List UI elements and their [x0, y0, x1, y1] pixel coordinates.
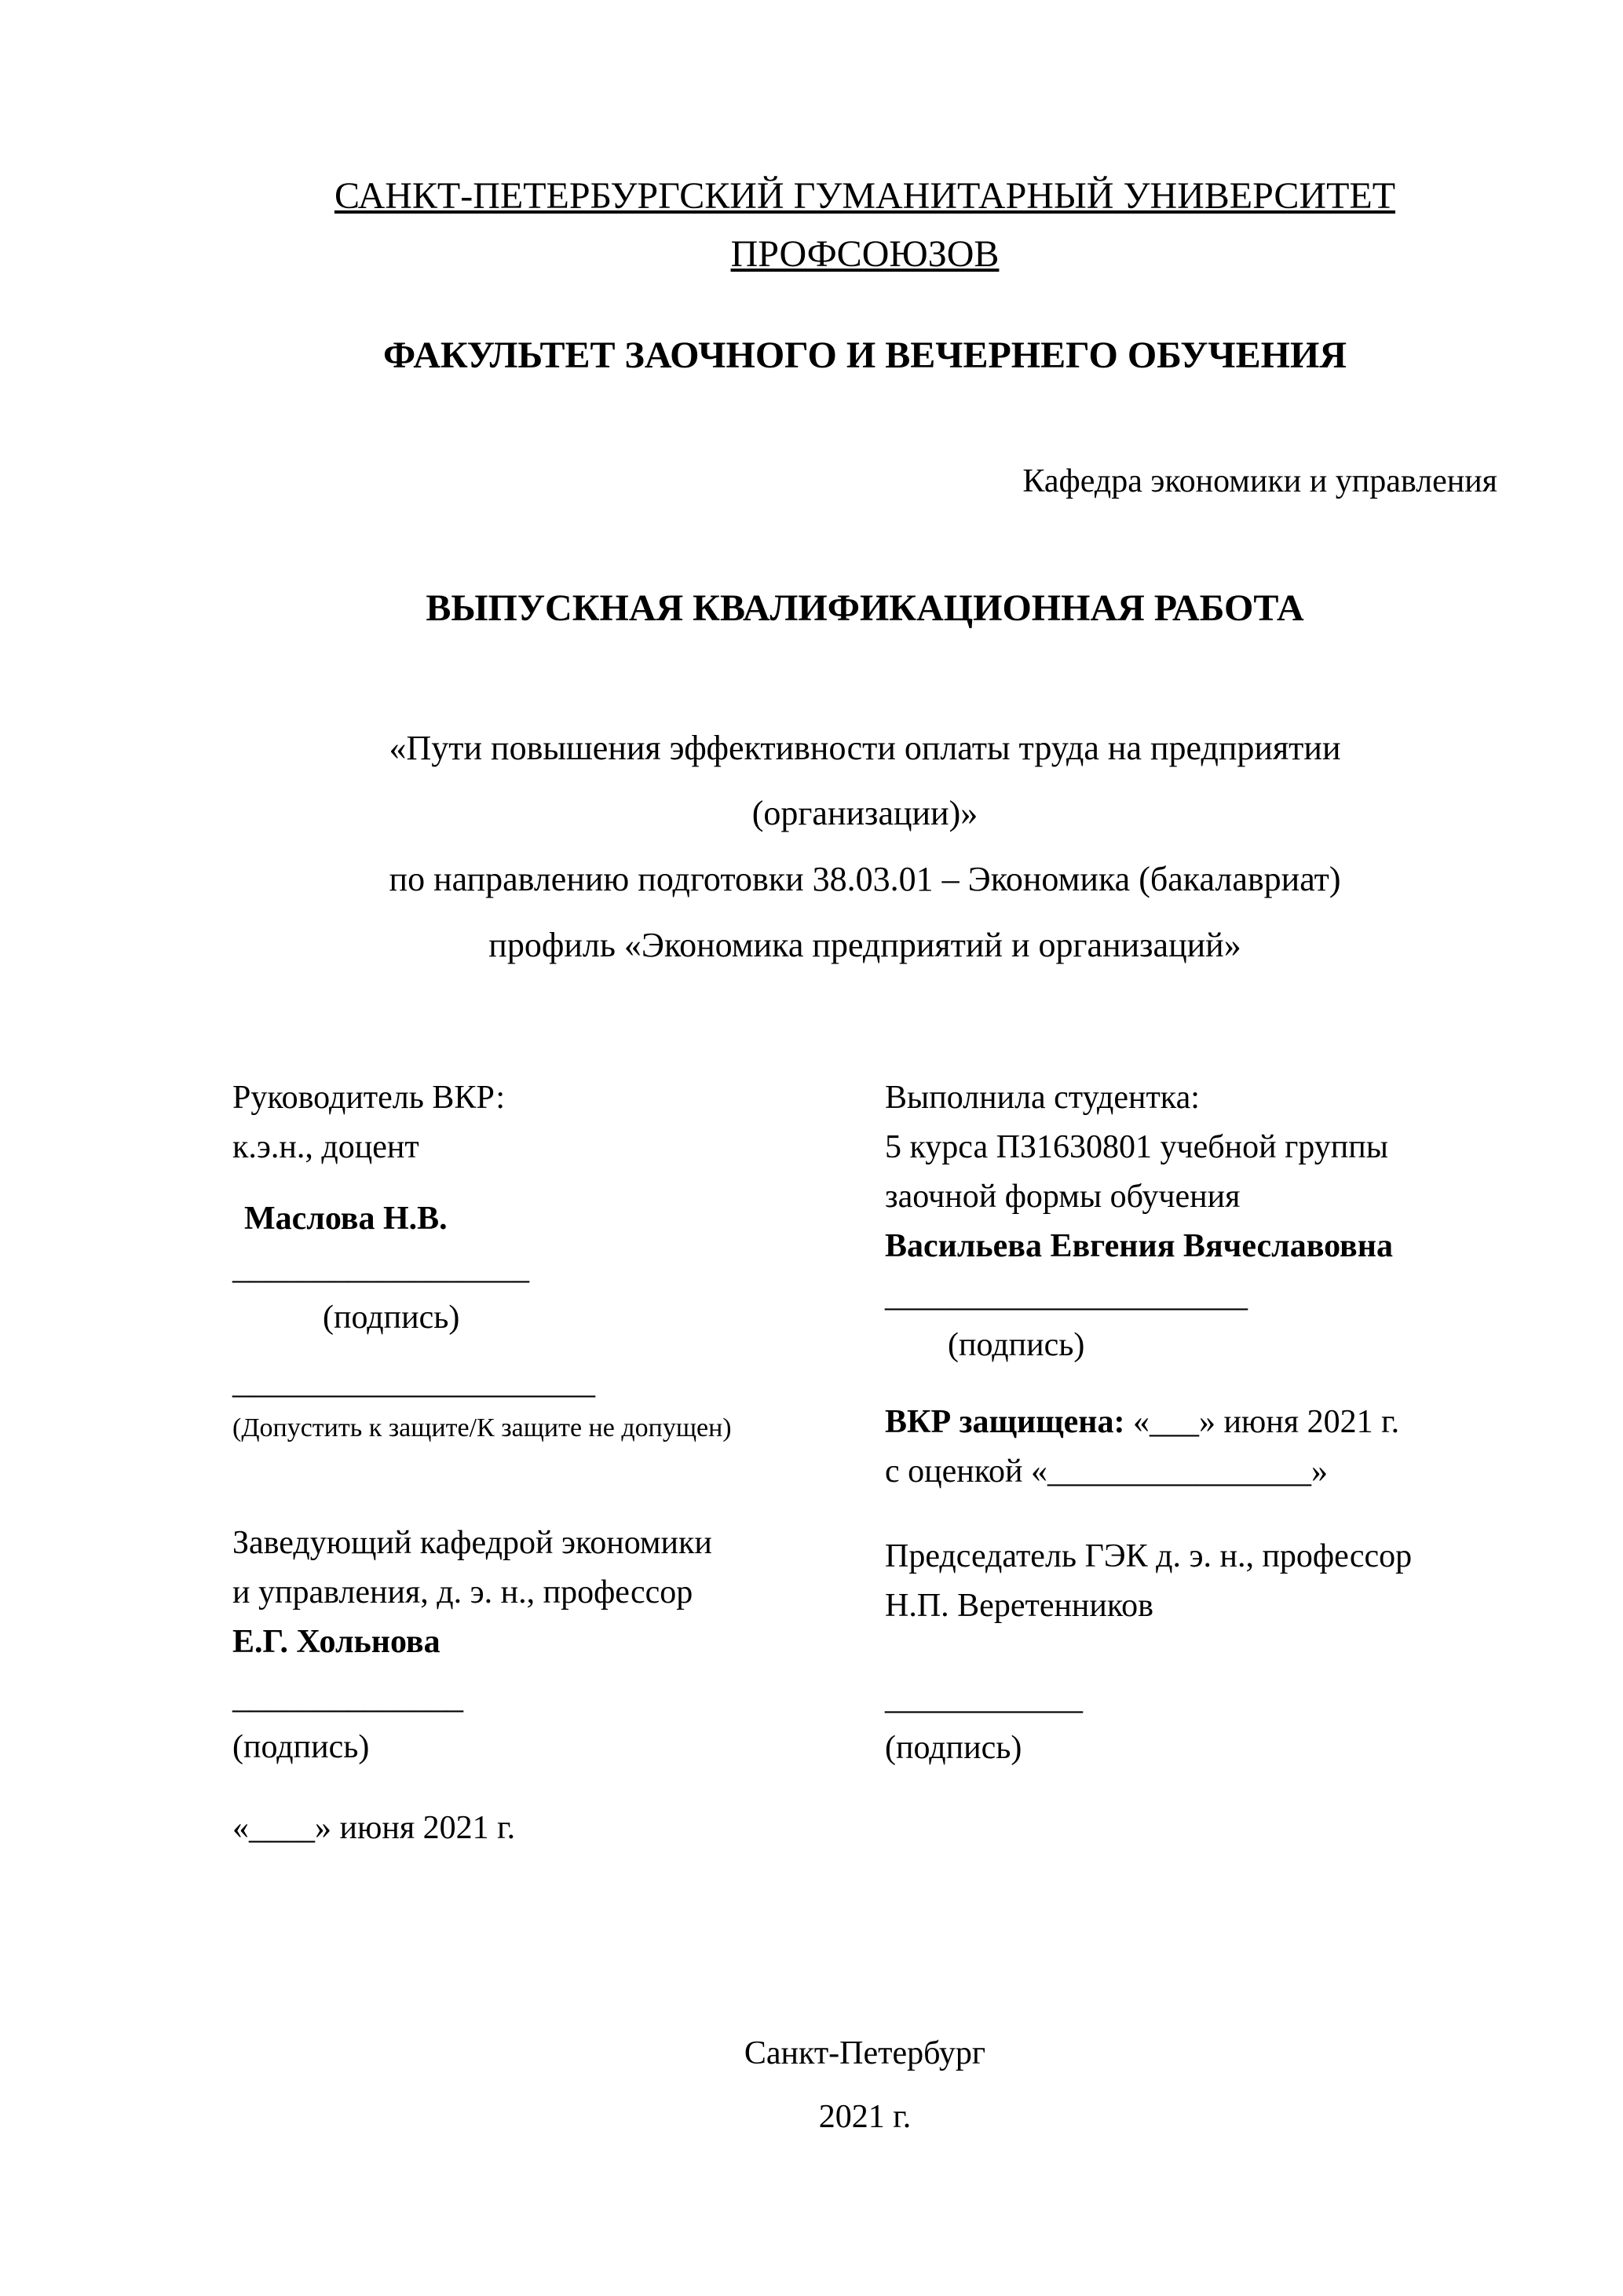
university-name: САНКТ-ПЕТЕРБУРГСКИЙ ГУМАНИТАРНЫЙ УНИВЕРСИТЕТ ПРОФСОЮЗОВ [334, 175, 1396, 276]
footer-year: 2021 г. [818, 2099, 912, 2136]
supervisor-signature-caption: (подпись) [323, 1300, 460, 1336]
chair-signature-line: ____________ [885, 1680, 1083, 1717]
work-type-heading: ВЫПУСКНАЯ КВАЛИФИКАЦИОННАЯ РАБОТА [426, 587, 1304, 629]
defended-label: ВКР защищена: [885, 1404, 1125, 1441]
thesis-direction: по направлению подготовки 38.03.01 – Экономика (бакалавриат) [389, 859, 1341, 898]
supervisor-column [232, 1073, 876, 1853]
footer-city: Санкт-Петербург [744, 2035, 986, 2072]
supervisor-degree: к.э.н., доцент [232, 1129, 419, 1166]
head-of-department-line1: Заведующий кафедрой экономики [232, 1525, 712, 1562]
chair-line2: Н.П. Веретенников [885, 1588, 1153, 1625]
student-signature-caption: (подпись) [948, 1327, 1085, 1364]
grade-line: с оценкой «________________» [885, 1453, 1328, 1490]
student-name: Васильева Евгения Вячеславовна [885, 1228, 1393, 1265]
head-signature-caption: (подпись) [232, 1729, 370, 1766]
thesis-title-line2: (организации)» [751, 794, 978, 833]
supervisor-name: Маслова Н.В. [244, 1201, 448, 1238]
supervisor-label: Руководитель ВКР: [232, 1080, 506, 1117]
student-label: Выполнила студентка: [885, 1080, 1200, 1117]
footer-block [232, 2029, 1497, 2142]
signature-columns [232, 1073, 1497, 1853]
supervisor-signature-line: __________________ [232, 1250, 529, 1287]
student-group-line2: заочной формы обучения [885, 1179, 1241, 1216]
department-name: Кафедра экономики и управления [1022, 462, 1497, 499]
thesis-title-line1: «Пути повышения эффективности оплаты труда на предприятии [389, 728, 1341, 767]
head-of-department-line2: и управления, д. э. н., профессор [232, 1574, 693, 1611]
student-group-line1: 5 курса ПЗ1630801 учебной группы [885, 1129, 1388, 1166]
chair-signature-caption: (подпись) [885, 1730, 1022, 1767]
student-column [885, 1073, 1497, 1853]
thesis-title-block [232, 715, 1497, 978]
head-signature-line: ______________ [232, 1680, 463, 1717]
faculty-name: ФАКУЛЬТЕТ ЗАОЧНОГО И ВЕЧЕРНЕГО ОБУЧЕНИЯ [382, 334, 1347, 376]
head-of-department-name: Е.Г. Хольнова [232, 1624, 440, 1661]
defended-line [885, 1398, 1497, 1447]
thesis-profile: профиль «Экономика предприятий и организаций» [488, 925, 1241, 964]
chair-line1: Председатель ГЭК д. э. н., профессор [885, 1538, 1413, 1575]
admit-line: ______________________ [232, 1365, 595, 1402]
defended-rest: «___» июня 2021 г. [1124, 1404, 1400, 1441]
student-signature-line: ______________________ [885, 1278, 1248, 1314]
date-line: «____» июня 2021 г. [232, 1810, 516, 1847]
admit-caption: (Допустить к защите/К защите не допущен) [232, 1413, 732, 1443]
